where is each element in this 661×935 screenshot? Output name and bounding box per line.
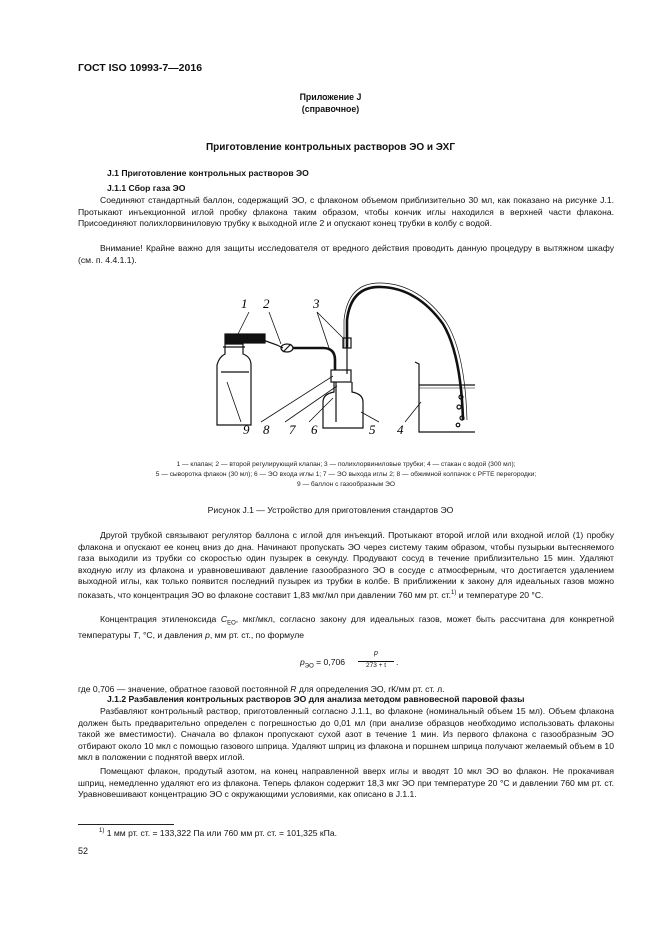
- conc-text-b: , мкг/мкл, согласно закону для идеальных газов, может быть рассчитана для конкретной температуры: [78, 614, 614, 641]
- valve-1: [225, 334, 265, 343]
- figure-label-1: 1: [241, 296, 248, 311]
- section-heading-j11: J.1.1 Сбор газа ЭО: [107, 183, 186, 193]
- conc-symbol: C: [220, 614, 228, 624]
- pvc-tube-inlet: [293, 348, 335, 370]
- paragraph-procedure: [78, 530, 614, 601]
- gas-cylinder: [217, 344, 251, 425]
- footnote-mark: 1): [99, 828, 105, 835]
- conc-text-d: , мм рт. ст., по формуле: [209, 630, 305, 641]
- page-title: Приготовление контрольных растворов ЭО и ЭХГ: [205, 142, 456, 153]
- figure-label-6: 6: [311, 422, 318, 437]
- where-symbol-r: R: [290, 684, 297, 694]
- where-text-a: где 0,706 — значение, обратное газовой постоянной: [78, 684, 291, 694]
- figure-legend-line-3: 9 — баллон с газообразным ЭО: [296, 481, 396, 488]
- figure-legend-line-2: 5 — сыворотка флакон (30 мл); 6 — ЭО входа иглы 1; 7 — ЭО выхода иглы 2; 8 — обжимной колпачок с PFTE перегородки;: [155, 471, 537, 478]
- paragraph-procedure-tail: и температуре 20 °С.: [456, 589, 544, 600]
- section-heading-j12: J.1.2 Разбавления контрольных растворов ЭО для анализа методом равновесной паровой фазы: [107, 694, 525, 704]
- paragraph-concentration: [78, 614, 614, 642]
- footnote-text: 1 мм рт. ст. = 133,322 Па или 760 мм рт. ст. = 101,325 кПа.: [104, 828, 338, 838]
- footnote: [99, 828, 337, 838]
- document-code: ГОСТ ISO 10993-7—2016: [78, 62, 203, 74]
- figure-label-4: 4: [397, 422, 404, 437]
- formula-numerator: p: [374, 650, 378, 657]
- figure-label-3: 3: [313, 296, 320, 311]
- serum-vial: [323, 382, 363, 428]
- paragraph-warning: Внимание! Крайне важно для защиты исследователя от вредного действия проводить данную процедуру в вытяжном шкафу (см. п. 4.4.1.1).: [78, 243, 614, 265]
- paragraph-j12-1: Разбавляют контрольный раствор, приготовленный согласно J.1.1, во флаконе (номинальный объем 15 мл). Объем флакона должен быть предварительно определен с погрешностью до 0,01 мл (при анализе образцов необходимо использовать флаконы такой же вместимости). Сначала во флакон пропускают сухой азот в течение 1 мин. Из первого флакона с газообразным ЭО отбирают около 10 мкл с помощью газового шприца. Удаляют шприц из флакона и поршнем шприца получают желаемый объем в 10 мкл в положении с поднятой вверх иглой.: [78, 706, 614, 763]
- paragraph-j11-1: Соединяют стандартный баллон, содержащий ЭО, с флаконом объемом приблизительно 30 мл, как показано на рисунке J.1. Протыкают инъекционной иглой пробку флакона таким образом, чтобы кончик иглы находился в верхней части флакона. Присоединяют полихлорвиниловую трубку к выходной игле 2 и опускают конец трубки в колбу с водой.: [78, 195, 614, 229]
- figure-label-7: 7: [289, 422, 296, 437]
- paragraph-procedure-text: Другой трубкой связывают регулятор баллона с иглой для инъекций. Протыкают второй иглой или входной иглой (1) пробку флакона и опускают ее конец вниз до дна. Начинают пропускать ЭО через систему таким образом, чтобы пузырьки вытесняемого газа выходили из трубки со скоростью один пузырек в секунду. Продувают сосуд в течение приблизительно 15 мин. Удаляют входную иглу из флакона и уравновешивают давление газообразного ЭО в сосуде с атмосферным, что достигается удалением выходной иглы, как только появится последний пузырек из трубки в колбе. В приближении к закону для идеальных газов можно показать, что концентрация ЭО во флаконе составит 1,83 мкг/мл при давлении 760 мм рт. ст.: [78, 530, 614, 600]
- crimp-cap: [331, 370, 351, 382]
- paragraph-j12-2: Помещают флакон, продутый азотом, на конец направленной вверх иглы и вводят 10 мкл ЭО во флакон. Не прокачивая шприц, немедленно удаляют его из флакона. Теперь флакон содержит 18,3 мкг ЭО при температуре 20 °С и давлении 760 мм рт. ст. Уравновешивают концентрацию ЭО с окружающими условиями, как описано в J.1.1.: [78, 766, 614, 800]
- appendix-subtitle: (справочное): [301, 104, 360, 114]
- footnote-ref: 1): [451, 589, 457, 596]
- pvc-tube-outlet: [347, 287, 463, 420]
- figure-label-8: 8: [263, 422, 270, 437]
- figure-caption: Рисунок J.1 — Устройство для приготовления стандартов ЭО: [207, 505, 454, 515]
- figure-legend-line-1: 1 — клапан; 2 — второй регулирующий клапан; 3 — полихлорвиниловые трубки; 4 — стакан с водой (300 мл);: [176, 461, 516, 468]
- formula-lhs: p: [300, 657, 305, 667]
- formula-end: .: [396, 657, 399, 667]
- section-heading-j1: J.1 Приготовление контрольных растворов ЭО: [107, 168, 309, 178]
- formula-lhs-sub: ЭО: [304, 663, 314, 670]
- conc-var-p: p: [205, 630, 210, 641]
- figure-label-9: 9: [243, 422, 250, 437]
- appendix-title: Приложение J: [299, 92, 362, 102]
- figure-label-2: 2: [263, 296, 270, 311]
- formula-denominator: 273 + t: [365, 662, 387, 669]
- conc-symbol-sub: EO: [227, 620, 236, 627]
- apparatus-figure: [205, 282, 475, 450]
- conc-text-c: , °С, и давления: [138, 630, 206, 641]
- where-text-b: для определения ЭО, rК/мм рт. ст. л.: [296, 684, 445, 694]
- page-number: 52: [78, 846, 89, 856]
- conc-text-a: Концентрация этиленоксида: [100, 614, 221, 624]
- footnote-divider: [78, 824, 174, 825]
- formula-coefficient: = 0,706: [313, 657, 346, 667]
- figure-label-5: 5: [369, 422, 376, 437]
- conc-var-t: T: [132, 630, 139, 641]
